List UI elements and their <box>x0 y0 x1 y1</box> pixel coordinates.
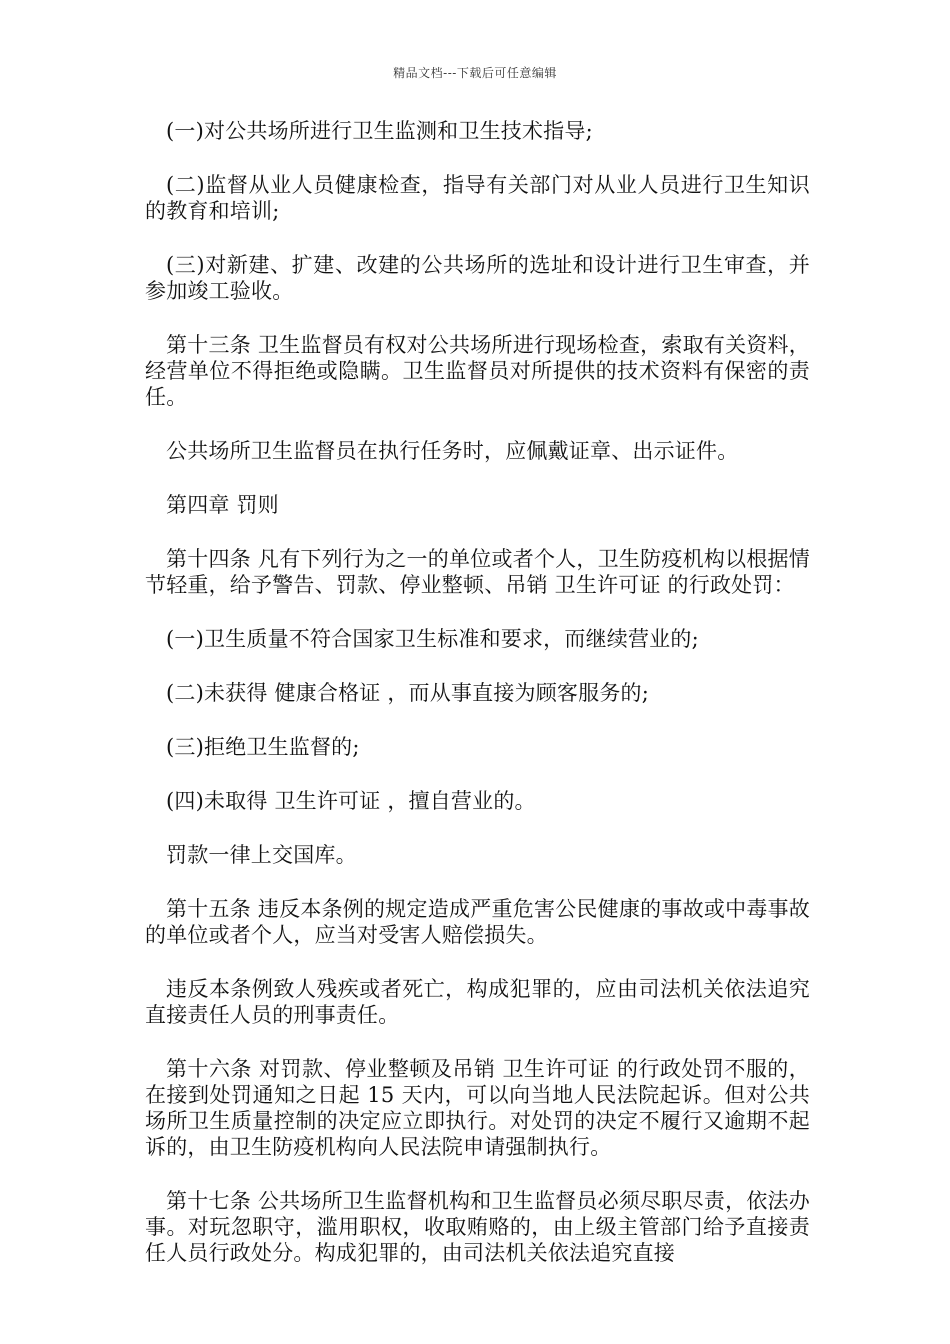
penalty-item-4: (四)未取得 卫生许可证 ，擅自营业的。 <box>166 789 536 813</box>
article-14: 第十四条 凡有下列行为之一的单位或者个人，卫生防疫机构以根据情节轻重，给予警告、罚款、停业整顿、吊销 卫生许可证 的行政处罚： <box>145 547 810 597</box>
inspector-duty-paragraph: 公共场所卫生监督员在执行任务时，应佩戴证章、出示证件。 <box>166 439 739 463</box>
criminal-liability-paragraph: 违反本条例致人残疾或者死亡，构成犯罪的，应由司法机关依法追究直接责任人员的刑事责任。 <box>145 977 810 1027</box>
page-header: 精品文档---下载后可任意编辑 <box>393 66 557 80</box>
article-16: 第十六条 对罚款、停业整顿及吊销 卫生许可证 的行政处罚不服的，在接到处罚通知之日起 15 天内，可以向当地人民法院起诉。但对公共场所卫生质量控制的决定应立即执行。对处罚的决定不履行又逾期不起诉的，由卫生防疫机构向人民法院申请强制执行。 <box>145 1057 810 1159</box>
article-13: 第十三条 卫生监督员有权对公共场所进行现场检查，索取有关资料，经营单位不得拒绝或隐瞒。卫生监督员对所提供的技术资料有保密的责任。 <box>145 333 810 409</box>
penalty-item-1: (一)卫生质量不符合国家卫生标准和要求，而继续营业的; <box>166 627 699 651</box>
article-15: 第十五条 违反本条例的规定造成严重危害公民健康的事故或中毒事故的单位或者个人，应当对受害人赔偿损失。 <box>145 897 810 947</box>
fine-treasury-paragraph: 罚款一律上交国库。 <box>166 843 357 867</box>
penalty-item-2: (二)未获得 健康合格证 ，而从事直接为顾客服务的; <box>166 681 650 705</box>
paragraph-item-1: (一)对公共场所进行卫生监测和卫生技术指导; <box>166 119 593 143</box>
penalty-item-3: (三)拒绝卫生监督的; <box>166 735 360 759</box>
document-body <box>145 118 810 1294</box>
paragraph-item-3: (三)对新建、扩建、改建的公共场所的选址和设计进行卫生审查，并参加竣工验收。 <box>145 253 810 303</box>
paragraph-item-2: (二)监督从业人员健康检查，指导有关部门对从业人员进行卫生知识的教育和培训; <box>145 173 810 223</box>
chapter-heading: 第四章 罚则 <box>166 493 279 517</box>
article-17: 第十七条 公共场所卫生监督机构和卫生监督员必须尽职尽责，依法办事。对玩忽职守，滥用职权，收取贿赂的，由上级主管部门给予直接责任人员行政处分。构成犯罪的，由司法机关依法追究直接 <box>145 1189 810 1265</box>
